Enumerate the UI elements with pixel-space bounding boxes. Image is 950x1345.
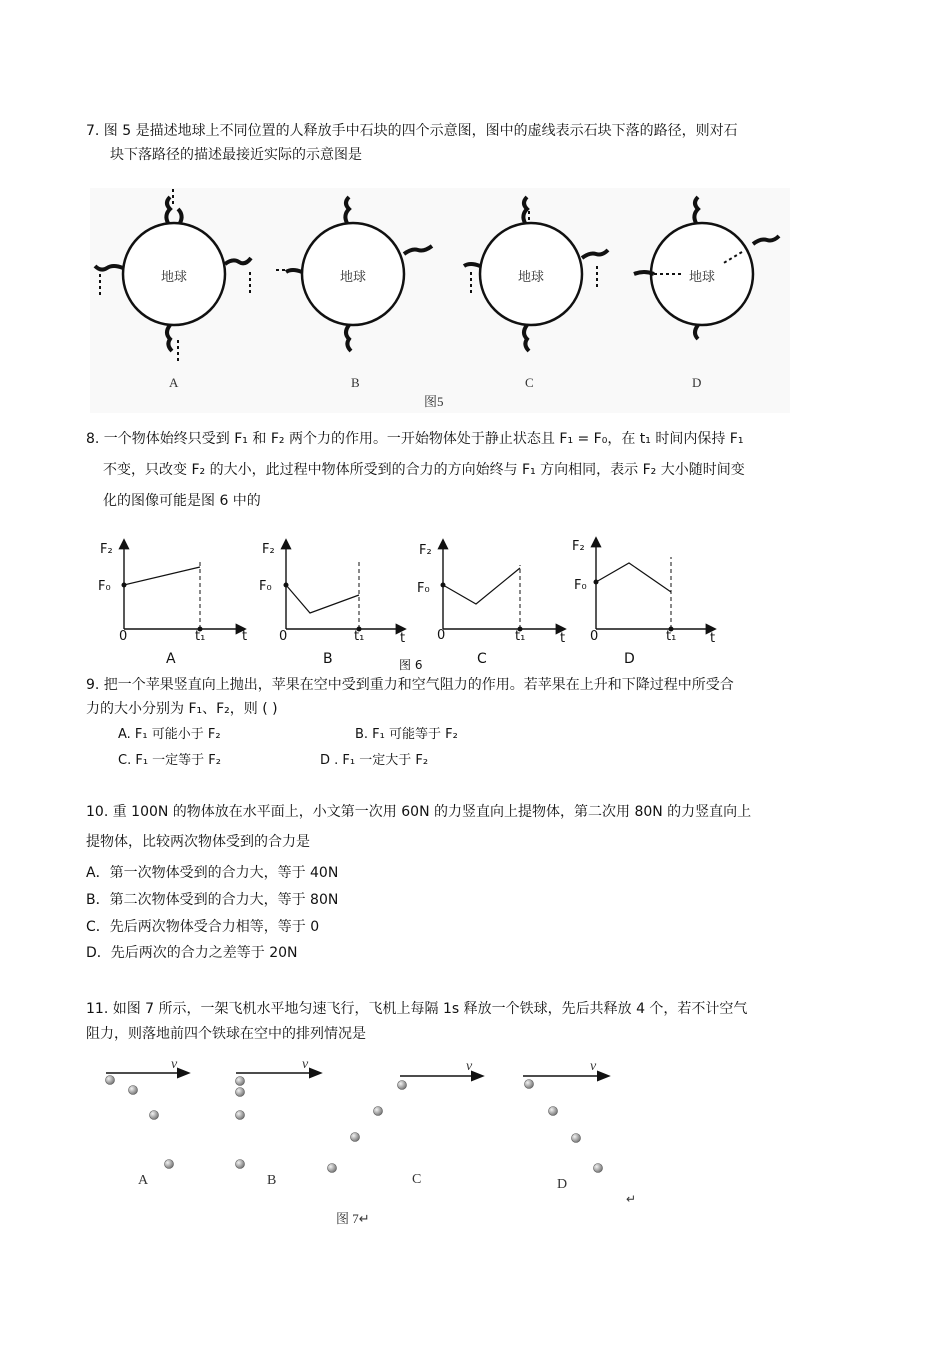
graph-d [594, 539, 715, 632]
q9-line1: 9. 把一个苹果竖直向上抛出，苹果在空中受到重力和空气阻力的作用。若苹果在上升和下降过程中所受合 [86, 677, 734, 693]
graph-c-origin: 0 [437, 628, 446, 643]
graph-d-t1: t₁ [666, 629, 677, 644]
figure-6-caption: 图 6 [399, 658, 423, 672]
q9-option-d: D . F₁ 一定大于 F₂ [320, 753, 429, 768]
figure-7 [98, 1055, 638, 1195]
earth-label-c: 地球 [518, 269, 545, 284]
q8-line2: 不变，只改变 F₂ 的大小，此过程中物体所受到的合力的方向始终与 F₁ 方向相同，表示 F₂ 大小随时间变 [103, 462, 745, 478]
return-mark: ↵ [626, 1192, 637, 1206]
velocity-label-c: v [466, 1059, 473, 1074]
graph-a-ylabel: F₂ [100, 542, 113, 557]
velocity-label-d: v [590, 1059, 597, 1074]
graph-a-origin: 0 [119, 629, 128, 644]
graph-c-f0: F₀ [417, 581, 430, 596]
q10-option-b: B．第二次物体受到的合力大，等于 80N [86, 892, 339, 908]
earth-label-a: 地球 [161, 269, 188, 284]
graph-a-t1: t₁ [195, 629, 206, 644]
ball-option-a: A [138, 1173, 149, 1188]
q10-line1: 10. 重 100N 的物体放在水平面上，小文第一次用 60N 的力竖直向上提物体，第二次用 80N 的力竖直向上 [86, 804, 752, 820]
option-label-d: D [692, 375, 702, 390]
q10-option-d: D．先后两次的合力之差等于 20N [86, 945, 298, 961]
q8-line3: 化的图像可能是图 6 中的 [103, 493, 261, 509]
graph-c [441, 541, 565, 632]
velocity-label-b: v [302, 1057, 309, 1072]
graph-b [284, 541, 405, 632]
graph-d-ylabel: F₂ [572, 539, 585, 554]
option-label-c: C [525, 375, 534, 390]
graph-c-t1: t₁ [515, 629, 526, 644]
earth-label-d: 地球 [689, 269, 716, 284]
graph-b-origin: 0 [279, 629, 288, 644]
graph-c-t: t [560, 631, 566, 646]
q10-line2: 提物体，比较两次物体受到的合力是 [86, 834, 310, 850]
velocity-label-a: v [171, 1057, 178, 1072]
ball-option-c: C [412, 1172, 422, 1187]
graph-b-f0: F₀ [259, 579, 272, 594]
graph-a [122, 541, 245, 632]
figure-5-caption: 图5 [424, 394, 444, 409]
graph-d-origin: 0 [590, 629, 599, 644]
q9-option-a: A. F₁ 可能小于 F₂ [118, 727, 221, 742]
graph-d-f0: F₀ [574, 578, 587, 593]
option-label-b: B [351, 375, 360, 390]
graph-option-b: B [323, 651, 333, 667]
graph-a-t: t [242, 629, 248, 644]
q7-line2: 块下落路径的描述最接近实际的示意图是 [110, 147, 362, 163]
q9-line2: 力的大小分别为 F₁、F₂，则 ( ) [86, 701, 278, 717]
q10-option-a: A．第一次物体受到的合力大，等于 40N [86, 865, 339, 881]
earth-label-b: 地球 [340, 269, 367, 284]
ball-option-b: B [267, 1173, 277, 1188]
graph-option-a: A [166, 651, 176, 667]
graph-option-c: C [477, 651, 487, 667]
figure-6-graphs [96, 535, 736, 645]
q7-line1: 7. 图 5 是描述地球上不同位置的人释放手中石块的四个示意图，图中的虚线表示石块下落的路径，则对石 [86, 123, 738, 139]
figure-7-caption: 图 7↵ [336, 1211, 370, 1226]
graph-c-ylabel: F₂ [419, 543, 432, 558]
graph-d-t: t [710, 631, 716, 646]
graph-b-t: t [400, 631, 406, 646]
graph-a-f0: F₀ [98, 579, 111, 594]
q9-option-c: C. F₁ 一定等于 F₂ [118, 753, 221, 768]
ball-option-d: D [557, 1177, 568, 1192]
q11-line1: 11. 如图 7 所示，一架飞机水平地匀速飞行，飞机上每隔 1s 释放一个铁球，先后共释放 4 个，若不计空气 [86, 1001, 748, 1017]
q10-option-c: C．先后两次物体受合力相等，等于 0 [86, 919, 320, 935]
q11-line2: 阻力，则落地前四个铁球在空中的排列情况是 [86, 1026, 366, 1042]
graph-b-ylabel: F₂ [262, 542, 275, 557]
option-label-a: A [169, 375, 179, 390]
q8-line1: 8. 一个物体始终只受到 F₁ 和 F₂ 两个力的作用。一开始物体处于静止状态且 F₁ = F₀，在 t₁ 时间内保持 F₁ [86, 431, 744, 447]
q9-option-b: B. F₁ 可能等于 F₂ [355, 727, 458, 742]
graph-option-d: D [624, 651, 635, 667]
figure-5 [90, 188, 790, 413]
graph-b-t1: t₁ [354, 629, 365, 644]
